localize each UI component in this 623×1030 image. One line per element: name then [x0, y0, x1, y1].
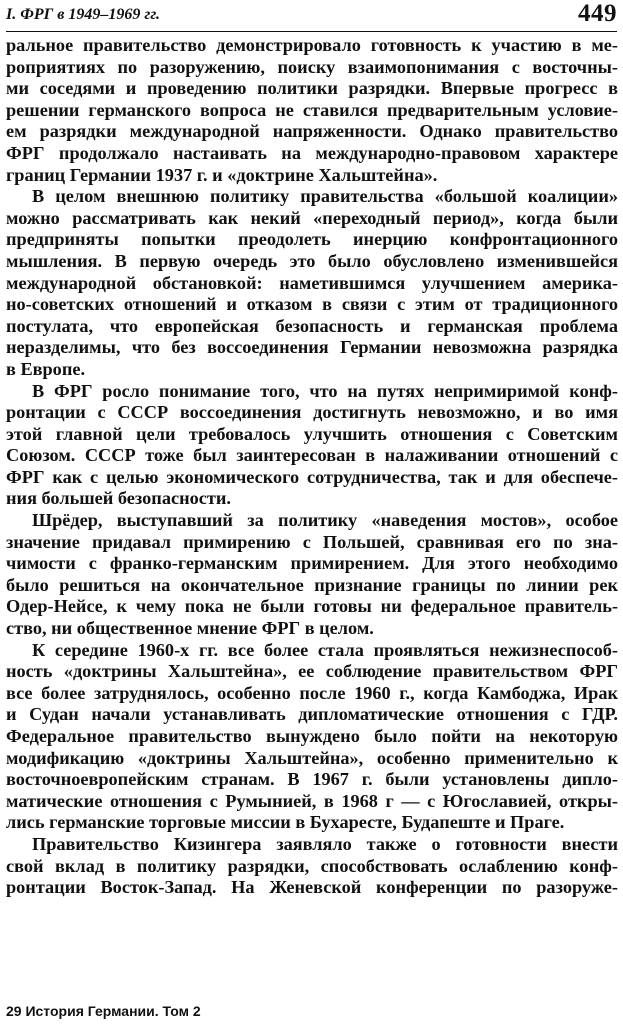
- text-line: и Судан начали устанавливать дипломатические отношения с ГДР.: [6, 704, 618, 725]
- text-line: мышления. В первую очередь это было обусловлено изменившейся: [6, 250, 618, 271]
- text-line: свой вклад в политику разрядки, способствовать ослаблению конф-: [6, 855, 618, 876]
- text-line: Федеральное правительство вынуждено было пойти на некоторую: [6, 726, 618, 746]
- text-line: значение придавал примирению с Польшей, сравнивая его по зна-: [6, 531, 618, 552]
- text-line: постулата, что европейская безопасность и германская проблема: [6, 315, 618, 336]
- text-line: ство, ни общественное мнение ФРГ в целом.: [6, 618, 374, 639]
- text-line: лись германские торговые миссии в Бухаресте, Будапеште и Праге.: [6, 812, 565, 833]
- text-line: Союзом. СССР тоже был заинтересован в налаживании отношений с: [6, 445, 618, 466]
- body-text: [6, 35, 618, 899]
- text-line: Одер-Нейсе, к чему пока не были готовы ни федеральное правитель-: [6, 596, 618, 617]
- text-line: ния большей безопасности.: [6, 488, 231, 509]
- text-line: решении германского вопроса не ставился предварительным условие-: [6, 99, 618, 120]
- text-line: ем разрядки международной напряженности. Однако правительство: [6, 121, 618, 142]
- text-line: было решиться на окончательное признание границы по линии рек: [6, 574, 618, 595]
- text-line: восточноевропейским странам. В 1967 г. были установлены дипло-: [6, 769, 618, 790]
- page-header: [6, 2, 617, 32]
- text-line: Правительство Кизингера заявляло также о готовности внести: [32, 833, 618, 854]
- text-line: ФРГ как с целью экономического сотрудничества, так и для обеспече-: [6, 466, 618, 487]
- text-line: но-советских отношений и отказом в связи с этим от традиционного: [6, 294, 618, 315]
- text-line: Шрёдер, выступавший за политику «наведения мостов», особое: [32, 510, 618, 531]
- text-line: роприятиях по разоружению, поиску взаимопонимания с восточны-: [6, 56, 618, 77]
- text-line: ронтации Восток-Запад. На Женевской конференции по разоруже-: [6, 877, 618, 898]
- text-line: предприняты попытки преодолеть инерцию конфронтационного: [6, 229, 618, 250]
- text-line: чимости с франко-германским примирением. Для этого необходимо: [6, 553, 618, 574]
- text-line: можно рассматривать как некий «переходный период», когда были: [6, 207, 618, 228]
- text-line: В ФРГ росло понимание того, что на путях непримиримой конф-: [32, 380, 618, 401]
- text-line: В целом внешнюю политику правительства «большой коалиции»: [32, 186, 618, 207]
- running-head: I. ФРГ в 1949–1969 гг.: [6, 6, 161, 23]
- page-number: 449: [578, 0, 617, 27]
- text-line: ральное правительство демонстрировало готовность к участию в ме-: [6, 35, 618, 55]
- text-line: К середине 1960-х гг. все более стала проявляться нежизнеспособ-: [32, 639, 618, 660]
- header-rule: [6, 31, 617, 32]
- text-line: ми соседями и проведению политики разрядки. Впервые прогресс в: [6, 78, 618, 99]
- text-line: этой главной цели требовалось улучшить отношения с Советским: [6, 423, 618, 444]
- text-line: ность «доктрины Хальштейна», ее соблюдение правительством ФРГ: [6, 661, 618, 682]
- text-line: международной обстановкой: наметившимся улучшением америка-: [6, 272, 618, 293]
- text-line: ронтации с СССР воссоединения достигнуть невозможно, и во имя: [6, 402, 618, 423]
- text-line: в Европе.: [6, 358, 86, 379]
- text-line: все более затруднялось, особенно после 1960 г., когда Камбоджа, Ирак: [6, 682, 618, 703]
- text-line: модификацию «доктрины Хальштейна», особенно применительно к: [6, 747, 618, 768]
- text-line: матические отношения с Румынией, в 1968 г — с Югославией, откры-: [6, 790, 618, 811]
- text-line: границ Германии 1937 г. и «доктрине Хальштейна».: [6, 164, 438, 185]
- text-line: ФРГ продолжало настаивать на международно-правовом характере: [6, 142, 618, 163]
- signature-mark: 29 История Германии. Том 2: [6, 1003, 201, 1019]
- text-line: неразделимы, что без воссоединения Германии невозможна разрядка: [6, 337, 618, 358]
